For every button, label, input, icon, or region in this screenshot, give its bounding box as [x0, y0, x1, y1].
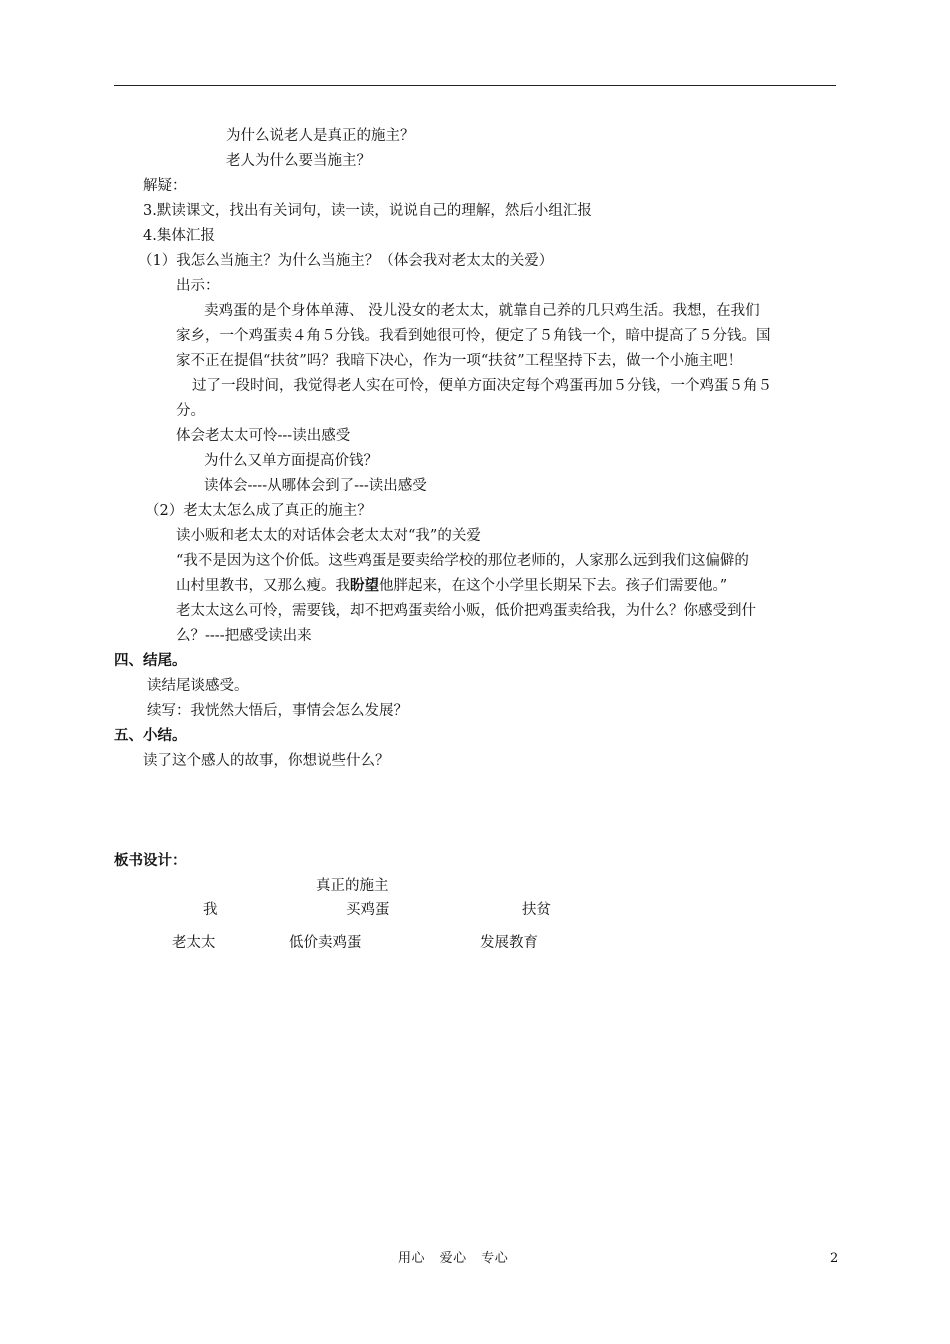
activity-line: 读小贩和老太太的对话体会老太太对“我”的关爱: [176, 528, 481, 544]
quote-line: 分。: [176, 403, 205, 419]
activity-line: 读了这个感人的故事，你想说些什么？: [143, 753, 390, 769]
footer-motto: 用心 爱心 专心: [398, 1251, 509, 1266]
sub-heading: （1）我怎么当施主？为什么当施主？（体会我对老太太的关爱）: [138, 253, 554, 269]
section-heading: 四、结尾。: [114, 652, 187, 669]
question-line: 老人为什么要当施主？: [226, 153, 371, 169]
activity-line: 体会老太太可怜---读出感受: [176, 428, 351, 444]
activity-line: 为什么又单方面提高价钱？: [204, 453, 378, 469]
activity-line: 读体会----从哪体会到了---读出感受: [204, 478, 427, 494]
quote-line: [176, 576, 727, 596]
board-cell: 低价卖鸡蛋: [289, 935, 362, 951]
section-label: 出示：: [176, 278, 220, 294]
board-cell: 发展教育: [480, 935, 538, 951]
quote-line: 过了一段时间，我觉得老人实在可怜，便单方面决定每个鸡蛋再加５分钱，一个鸡蛋５角５: [192, 378, 772, 394]
quote-line: 家乡，一个鸡蛋卖４角５分钱。我看到她很可怜，便定了５角钱一个，暗中提高了５分钱。国: [176, 328, 771, 344]
question-line: 么？----把感受读出来: [176, 628, 312, 644]
page-number: 2: [830, 1251, 839, 1266]
header-rule: [114, 85, 836, 86]
board-cell: 扶贫: [522, 902, 551, 918]
sub-heading: （2）老太太怎么成了真正的施主？: [145, 503, 372, 519]
board-cell: 老太太: [172, 935, 216, 951]
quote-line: 家不正在提倡“扶贫”吗？我暗下决心，作为一项“扶贫”工程坚持下去，做一个小施主吧！: [176, 353, 743, 369]
board-heading: 板书设计：: [114, 852, 187, 869]
section-label: 解疑：: [143, 178, 187, 194]
section-heading: 五、小结。: [114, 727, 187, 744]
step-line: 3.默读课文，找出有关词句，读一读，说说自己的理解，然后小组汇报: [143, 203, 592, 219]
board-title: 真正的施主: [316, 878, 389, 894]
board-cell: 我: [203, 902, 218, 918]
board-cell: 买鸡蛋: [346, 902, 390, 918]
quote-text: 山村里教书，又那么瘦。我: [176, 578, 350, 594]
question-line: 老太太这么可怜，需要钱，却不把鸡蛋卖给小贩，低价把鸡蛋卖给我，为什么？你感受到什: [176, 603, 756, 619]
activity-line: 读结尾谈感受。: [147, 678, 249, 694]
step-line: 4.集体汇报: [143, 228, 215, 244]
question-line: 为什么说老人是真正的施主？: [226, 128, 415, 144]
quote-text: 他胖起来，在这个小学里长期呆下去。孩子们需要他。”: [379, 578, 728, 594]
quote-line: “我不是因为这个价低。这些鸡蛋是要卖给学校的那位老师的，人家那么远到我们这偏僻的: [176, 553, 749, 569]
quote-line: 卖鸡蛋的是个身体单薄、 没儿没女的老太太，就靠自己养的几只鸡生活。我想，在我们: [204, 303, 760, 319]
emphasis-word: 盼望: [350, 577, 379, 594]
activity-line: 续写：我恍然大悟后，事情会怎么发展？: [147, 703, 408, 719]
